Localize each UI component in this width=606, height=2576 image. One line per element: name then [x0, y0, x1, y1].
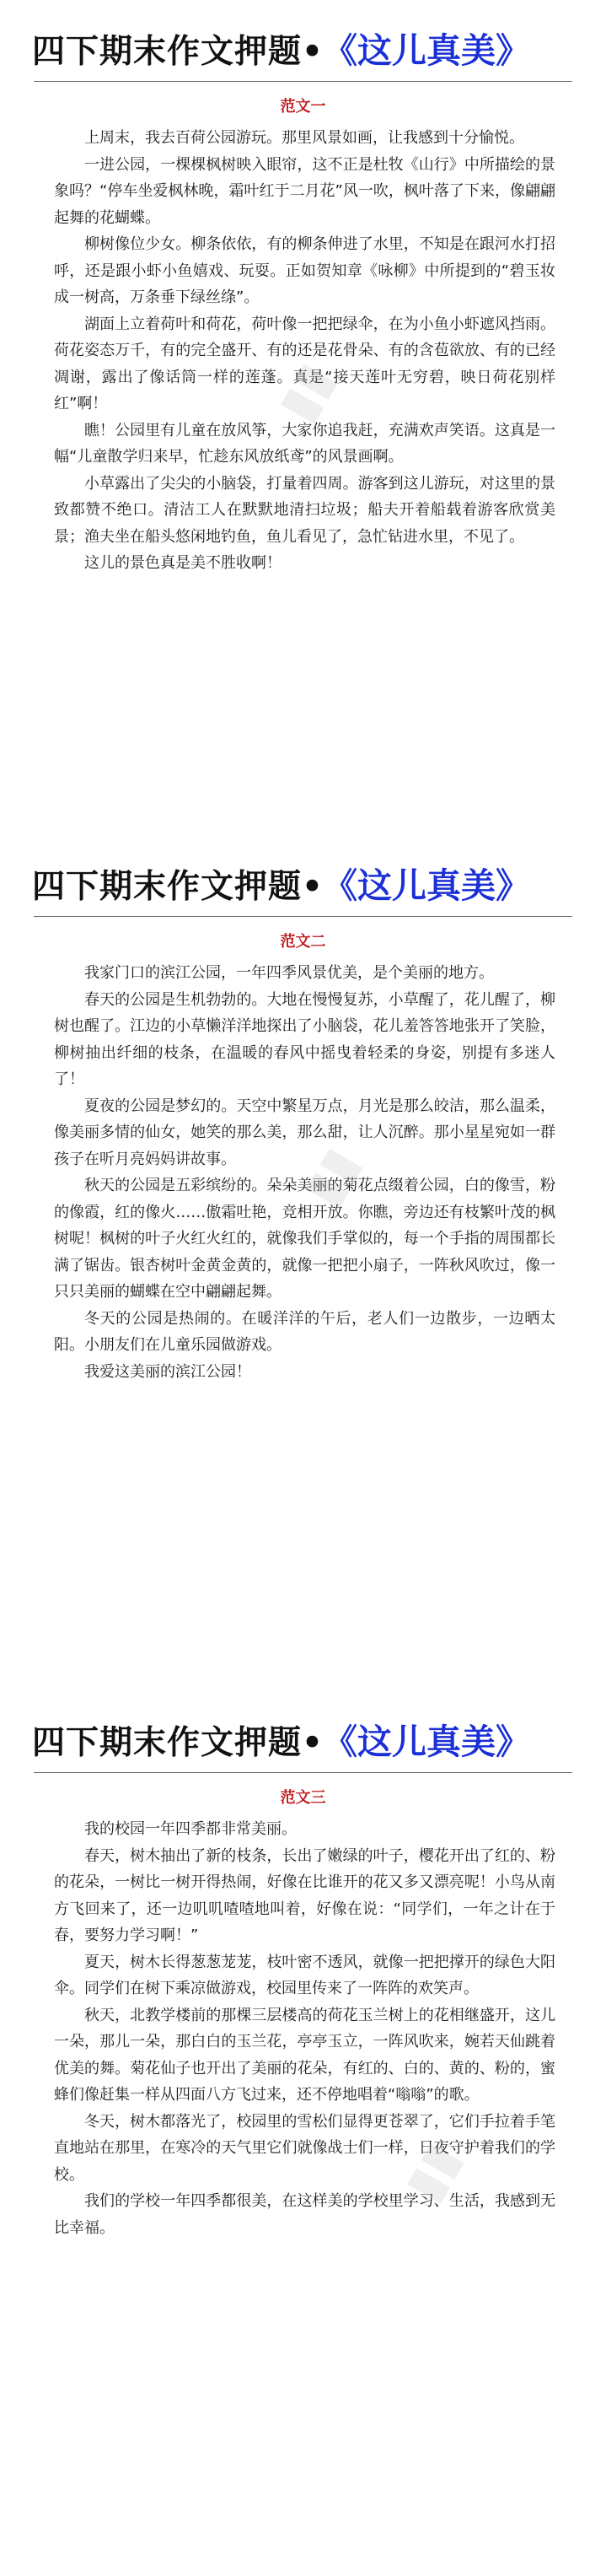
paragraph: 春天的公园是生机勃勃的。大地在慢慢复苏，小草醒了，花儿醒了，柳树也醒了。江边的小草懒洋洋地探出了小脑袋，花儿羞答答地张开了笑脸，柳树抽出纤细的枝条，在温暖的春风中摇曳着轻柔的身姿，别提有多迷人了！ — [54, 990, 555, 1088]
title-subtitle: 《这儿真美》 — [322, 1722, 530, 1762]
essay-label: 范文二 — [280, 933, 326, 951]
section-title — [32, 25, 571, 76]
paragraph: 瞧！公园里有儿童在放风筝，大家你追我赶，充满欢声笑语。这真是一幅“儿童散学归来早，忙趁东风放纸鸢”的风景画啊。 — [54, 421, 555, 466]
essay-body — [54, 960, 555, 1385]
title-dot: • — [302, 868, 323, 906]
paragraph: 小草露出了尖尖的小脑袋，打量着四周。游客到这儿游玩，对这里的景致都赞不绝口。清洁工人在默默地清扫垃圾；船夫开着船载着游客欣赏美景；渔夫坐在船头悠闲地钓鱼，鱼儿看见了，急忙钻进水里，不见了。 — [54, 474, 555, 546]
paragraph: 一进公园，一棵棵枫树映入眼帘，这不正是杜牧《山行》中所描绘的景象吗？“停车坐爱枫林晚，霜叶红于二月花”风一吹，枫叶落了下来，像翩翩起舞的花蝴蝶。 — [54, 155, 555, 227]
watermark-mark: ▮▮ — [266, 353, 346, 432]
essay-section-1 — [0, 25, 606, 742]
paragraph: 我们的学校一年四季都很美，在这样美的学校里学习、生活，我感到无比幸福。 — [54, 2192, 555, 2237]
essay-label: 范文一 — [280, 98, 326, 116]
title-underline — [34, 1772, 572, 1773]
paragraph: 我的校园一年四季都非常美丽。 — [84, 1820, 297, 1838]
watermark-mark: ▮▮ — [292, 1137, 371, 1216]
paragraph: 柳树像位少女。柳条依依，有的柳条伸进了水里，不知是在跟河水打招呼，还是跟小虾小鱼嬉戏、玩耍。正如贺知章《咏柳》中所提到的“碧玉妆成一树高，万条垂下绿丝绦”。 — [54, 235, 555, 306]
paragraph: 春天，树木抽出了新的枝条，长出了嫩绿的叶子，樱花开出了红的、粉的花朵，一树比一树开得热闹，好像在比谁开的花又多又漂亮呢！小鸟从南方飞回来了，还一边叽叽喳喳地叫着，好像在说：“同学们，一年之计在于春，要努力学习啊！” — [54, 1846, 555, 1944]
paragraph: 冬天，树木都落光了，校园里的雪松们显得更苍翠了，它们手拉着手笔直地站在那里，在寒冷的天气里它们就像战士们一样，日夜守护着我们的学校。 — [54, 2112, 555, 2184]
paragraph: 湖面上立着荷叶和荷花，荷叶像一把把绿伞，在为小鱼小虾遮风挡雨。荷花姿态万千，有的完全盛开、有的还是花骨朵、有的含苞欲放、有的已经凋谢，露出了像话筒一样的莲蓬。真是“接天莲叶无穷碧，映日荷花别样红”啊！ — [54, 315, 555, 412]
watermark-mark: ▮▮ — [393, 2132, 472, 2212]
paragraph: 夏夜的公园是梦幻的。天空中繁星万点，月光是那么皎洁，那么温柔，像美丽多情的仙女，她笑的那么美，那么甜，让人沉醉。那小星星宛如一群孩子在听月亮妈妈讲故事。 — [54, 1097, 555, 1168]
essay-label: 范文三 — [280, 1789, 326, 1807]
title-underline — [34, 916, 572, 917]
title-dot: • — [302, 1724, 323, 1762]
paragraph: 冬天的公园是热闹的。在暖洋洋的午后，老人们一边散步，一边晒太阳。小朋友们在儿童乐园做游戏。 — [54, 1309, 555, 1354]
paragraph: 秋天，北教学楼前的那棵三层楼高的荷花玉兰树上的花相继盛开，这儿一朵，那儿一朵，那白白的玉兰花，亭亭玉立，一阵风吹来，婉若天仙跳着优美的舞。菊花仙子也开出了美丽的花朵，有红的、白的、黄的、粉的，蜜蜂们像赶集一样从四面八方飞过来，还不停地唱着“嗡嗡”的歌。 — [54, 2006, 555, 2104]
essay-section-3 — [0, 1716, 606, 2492]
paragraph: 夏天，树木长得葱葱茏茏，枝叶密不透风，就像一把把撑开的绿色大阳伞。同学们在树下乘凉做游戏，校园里传来了一阵阵的欢笑声。 — [54, 1953, 555, 1997]
title-main: 四下期末作文押题 — [32, 1724, 303, 1762]
title-subtitle: 《这儿真美》 — [322, 865, 530, 906]
paragraph: 我爱这美丽的滨江公园！ — [84, 1362, 251, 1381]
section-title — [32, 860, 571, 911]
title-underline — [34, 81, 572, 82]
paragraph: 秋天的公园是五彩缤纷的。朵朵美丽的菊花点缀着公园，白的像雪，粉的像霞，红的像火……傲霜吐艳，竞相开放。你瞧，旁边还有枝繁叶茂的枫树呢！枫树的叶子火红火红的，就像我们手掌似的，每一个手指的周围都长满了锯齿。银杏树叶金黄金黄的，就像一把把小扇子，一阵秋风吹过，像一只只美丽的蝴蝶在空中翩翩起舞。 — [54, 1177, 555, 1301]
section-title — [32, 1716, 571, 1767]
title-subtitle: 《这儿真美》 — [322, 30, 530, 71]
title-main: 四下期末作文押题 — [32, 33, 303, 71]
paragraph: 我家门口的滨江公园，一年四季风景优美，是个美丽的地方。 — [84, 964, 494, 982]
essay-body — [54, 125, 555, 577]
paragraph: 上周末，我去百荷公园游玩。那里风景如画，让我感到十分愉悦。 — [84, 129, 524, 147]
title-dot: • — [302, 33, 323, 71]
title-main: 四下期末作文押题 — [32, 868, 303, 906]
essay-section-2 — [0, 860, 606, 1468]
essay-body — [54, 1816, 555, 2241]
paragraph: 这儿的景色真是美不胜收啊！ — [84, 554, 282, 572]
